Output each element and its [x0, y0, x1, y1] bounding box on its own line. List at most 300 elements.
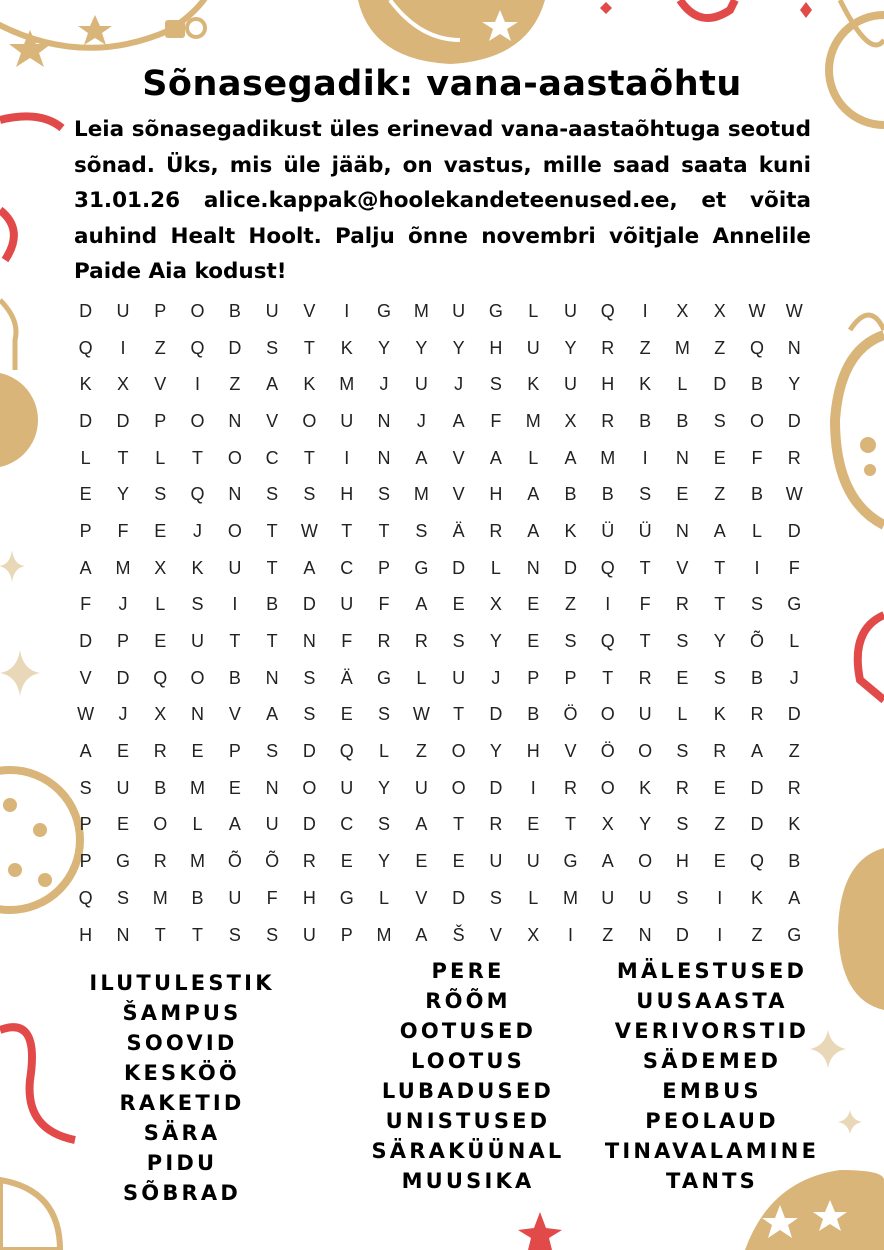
grid-letter: U	[638, 887, 652, 908]
grid-letter: U	[601, 887, 615, 908]
grid-letter: I	[530, 777, 536, 798]
grid-letter: J	[193, 520, 203, 541]
grid-letter: C	[340, 814, 354, 835]
grid-letter: U	[265, 814, 279, 835]
grid-letter: T	[192, 447, 204, 468]
grid-letter: I	[344, 300, 350, 321]
grid-letter: V	[564, 741, 577, 762]
grid-letter: A	[489, 447, 502, 468]
grid-letter: L	[528, 447, 539, 468]
grid-letter: P	[79, 851, 92, 872]
grid-letter: P	[564, 667, 577, 688]
grid-letter: L	[80, 447, 91, 468]
grid-letter: I	[605, 594, 611, 615]
grid-letter: G	[377, 300, 392, 321]
word-item: SÄRA	[143, 1121, 221, 1145]
grid-letter: V	[303, 300, 316, 321]
grid-letter: G	[563, 851, 578, 872]
grid-letter: E	[527, 631, 540, 652]
grid-letter: B	[676, 410, 689, 431]
grid-letter: A	[415, 814, 428, 835]
grid-letter: Y	[415, 337, 428, 358]
grid-letter: N	[675, 520, 689, 541]
grid-letter: E	[116, 814, 129, 835]
grid-letter: U	[191, 631, 205, 652]
grid-letter: X	[489, 594, 502, 615]
grid-letter: K	[303, 374, 316, 395]
grid-letter: S	[266, 924, 279, 945]
word-item: MÄLESTUSED	[616, 959, 808, 983]
grid-letter: F	[378, 594, 390, 615]
grid-letter: D	[750, 814, 764, 835]
grid-letter: A	[228, 814, 241, 835]
grid-letter: T	[378, 520, 390, 541]
grid-letter: U	[638, 704, 652, 725]
grid-letter: S	[713, 410, 726, 431]
word-item: OOTUSED	[399, 1019, 537, 1043]
grid-letter: R	[675, 777, 689, 798]
grid-letter: M	[600, 447, 616, 468]
grid-letter: N	[638, 924, 652, 945]
grid-letter: T	[303, 337, 315, 358]
grid-letter: O	[190, 300, 205, 321]
grid-letter: F	[117, 520, 129, 541]
grid-letter: I	[195, 374, 201, 395]
grid-letter: O	[190, 410, 205, 431]
grid-letter: O	[302, 410, 317, 431]
grid-letter: Z	[602, 924, 614, 945]
grid-letter: D	[452, 887, 466, 908]
grid-letter: H	[302, 887, 316, 908]
grid-letter: S	[378, 814, 391, 835]
grid-letter: N	[675, 447, 689, 468]
grid-letter: E	[228, 777, 241, 798]
grid-letter: Z	[154, 337, 166, 358]
grid-letter: N	[191, 704, 205, 725]
grid-letter: S	[415, 520, 428, 541]
grid-letter: Q	[749, 851, 764, 872]
grid-letter: J	[416, 410, 426, 431]
grid-letter: D	[787, 410, 801, 431]
grid-letter: E	[527, 594, 540, 615]
grid-letter: B	[154, 777, 167, 798]
grid-letter: V	[415, 887, 428, 908]
grid-letter: W	[77, 704, 95, 725]
grid-letter: S	[489, 887, 502, 908]
word-list-column-2	[348, 956, 588, 1196]
grid-letter: T	[266, 631, 278, 652]
grid-letter: A	[601, 851, 614, 872]
grid-letter: K	[713, 704, 726, 725]
grid-letter: H	[340, 484, 354, 505]
grid-letter: Y	[378, 851, 391, 872]
grid-letter: T	[453, 814, 465, 835]
grid-letter: I	[754, 557, 760, 578]
grid-letter: K	[750, 887, 763, 908]
word-item: KESKÖÖ	[124, 1061, 240, 1085]
grid-letter: P	[154, 300, 167, 321]
grid-letter: V	[489, 924, 502, 945]
grid-letter: O	[451, 777, 466, 798]
grid-letter: E	[191, 741, 204, 762]
grid-letter: H	[675, 851, 689, 872]
grid-letter: F	[751, 447, 763, 468]
grid-letter: M	[674, 337, 690, 358]
grid-letter: D	[79, 631, 93, 652]
grid-letter: F	[80, 594, 92, 615]
grid-letter: D	[489, 777, 503, 798]
grid-letter: O	[227, 447, 242, 468]
grid-letter: A	[415, 924, 428, 945]
grid-letter: W	[785, 300, 803, 321]
grid-letter: E	[527, 814, 540, 835]
grid-letter: A	[713, 520, 726, 541]
grid-letter: R	[638, 667, 652, 688]
grid-letter: Ä	[340, 667, 353, 688]
grid-letter: H	[526, 741, 540, 762]
grid-letter: R	[489, 520, 503, 541]
grid-letter: X	[154, 704, 167, 725]
grid-letter: M	[563, 887, 578, 908]
intro-paragraph: Leia sõnasegadikust üles erinevad vana-aastaõhtuga seotud sõnad. Üks, mis üle jääb, on vastus, mille saad saata kuni 31.01.26 alice.kappak@hoolekandeteenused.ee, et võita auhind Healt Hoolt. Palju õnne novembri võitjale Annelile Paide Aia kodust!	[74, 117, 811, 284]
grid-letter: B	[750, 374, 763, 395]
grid-letter: X	[154, 557, 167, 578]
word-item: RÕÕM	[425, 989, 511, 1013]
word-list-column-3	[592, 956, 832, 1196]
grid-letter: Y	[564, 337, 577, 358]
grid-letter: U	[564, 300, 577, 321]
grid-letter: A	[527, 520, 540, 541]
grid-letter: L	[416, 667, 427, 688]
grid-letter: L	[528, 887, 539, 908]
grid-letter: O	[190, 667, 205, 688]
grid-letter: D	[302, 594, 316, 615]
grid-letter: Y	[489, 741, 502, 762]
grid-letter: S	[303, 704, 316, 725]
grid-letter: G	[115, 851, 130, 872]
grid-letter: Q	[153, 667, 168, 688]
grid-letter: Z	[639, 337, 651, 358]
grid-letter: H	[601, 374, 615, 395]
grid-letter: D	[302, 814, 316, 835]
grid-letter: M	[190, 851, 206, 872]
grid-letter: P	[527, 667, 540, 688]
word-item: EMBUS	[662, 1079, 762, 1103]
grid-letter: T	[602, 667, 614, 688]
grid-letter: I	[120, 337, 126, 358]
grid-letter: V	[154, 374, 167, 395]
grid-letter: G	[787, 594, 802, 615]
grid-letter: Y	[713, 631, 726, 652]
grid-letter: A	[415, 594, 428, 615]
grid-letter: O	[749, 410, 764, 431]
word-item: PEOLAUD	[645, 1109, 779, 1133]
grid-letter: J	[491, 667, 501, 688]
grid-letter: U	[489, 851, 503, 872]
word-item: LUBADUSED	[381, 1079, 555, 1103]
grid-letter: R	[750, 704, 764, 725]
grid-letter: S	[378, 484, 391, 505]
grid-letter: K	[788, 814, 801, 835]
grid-letter: P	[116, 631, 129, 652]
grid-letter: T	[154, 924, 166, 945]
grid-letter: U	[526, 337, 540, 358]
grid-letter: G	[488, 300, 503, 321]
grid-letter: P	[228, 741, 241, 762]
word-item: TANTS	[666, 1169, 758, 1193]
grid-letter: I	[344, 447, 350, 468]
grid-letter: Y	[378, 337, 391, 358]
word-list-column-1	[62, 968, 302, 1208]
grid-letter: E	[676, 484, 689, 505]
grid-letter: X	[116, 374, 129, 395]
grid-letter: S	[303, 484, 316, 505]
grid-letter: S	[489, 374, 502, 395]
grid-letter: I	[717, 887, 723, 908]
grid-letter: R	[564, 777, 577, 798]
grid-letter: E	[713, 447, 726, 468]
grid-letter: B	[750, 484, 763, 505]
grid-letter: S	[676, 887, 689, 908]
grid-letter: A	[303, 557, 316, 578]
grid-letter: S	[676, 631, 689, 652]
grid-letter: E	[340, 851, 353, 872]
grid-letter: F	[341, 631, 353, 652]
grid-letter: D	[489, 704, 503, 725]
word-item: PERE	[431, 959, 505, 983]
grid-letter: Z	[714, 484, 726, 505]
grid-letter: V	[266, 410, 279, 431]
grid-letter: U	[302, 924, 316, 945]
grid-letter: D	[564, 557, 577, 578]
grid-letter: J	[789, 667, 799, 688]
grid-letter: O	[153, 814, 168, 835]
grid-letter: K	[639, 777, 652, 798]
grid-letter: U	[228, 887, 242, 908]
grid-letter: B	[191, 887, 204, 908]
grid-letter: K	[340, 337, 353, 358]
grid-letter: T	[714, 594, 726, 615]
grid-letter: O	[638, 851, 653, 872]
grid-letter: B	[527, 704, 540, 725]
grid-letter: Õ	[227, 851, 242, 872]
grid-letter: U	[526, 851, 540, 872]
grid-letter: Z	[788, 741, 800, 762]
grid-letter: R	[713, 741, 727, 762]
grid-letter: R	[377, 631, 391, 652]
grid-letter: H	[489, 484, 503, 505]
grid-letter: R	[787, 447, 801, 468]
grid-letter: O	[600, 777, 615, 798]
grid-letter: W	[412, 704, 430, 725]
grid-letter: R	[302, 851, 316, 872]
grid-letter: R	[601, 410, 615, 431]
grid-letter: S	[154, 484, 167, 505]
grid-letter: T	[117, 447, 129, 468]
grid-letter: L	[751, 520, 762, 541]
grid-letter: T	[266, 520, 278, 541]
grid-letter: S	[228, 924, 241, 945]
grid-letter: A	[788, 887, 801, 908]
grid-letter: U	[340, 410, 354, 431]
grid-letter: Q	[600, 631, 615, 652]
grid-letter: V	[79, 667, 92, 688]
grid-letter: E	[676, 667, 689, 688]
grid-letter: S	[750, 594, 763, 615]
grid-letter: U	[340, 777, 354, 798]
grid-letter: S	[266, 484, 279, 505]
grid-letter: D	[116, 667, 130, 688]
grid-letter: T	[192, 924, 204, 945]
grid-letter: S	[116, 887, 129, 908]
grid-letter: T	[565, 814, 576, 835]
grid-letter: G	[414, 557, 429, 578]
grid-letter: D	[787, 704, 801, 725]
word-item: SÄRAKÜÜNAL	[371, 1139, 565, 1163]
grid-letter: T	[229, 631, 241, 652]
grid-letter: E	[452, 594, 465, 615]
grid-letter: U	[116, 777, 130, 798]
grid-letter: D	[713, 374, 727, 395]
grid-letter: L	[192, 814, 203, 835]
grid-letter: B	[564, 484, 577, 505]
word-item: SÄDEMED	[642, 1049, 782, 1073]
grid-letter: X	[527, 924, 540, 945]
grid-letter: Q	[190, 484, 205, 505]
grid-letter: B	[228, 667, 241, 688]
grid-letter: F	[490, 410, 502, 431]
grid-letter: Q	[600, 300, 615, 321]
grid-letter: M	[190, 777, 206, 798]
grid-letter: B	[266, 594, 279, 615]
grid-letter: D	[228, 337, 242, 358]
grid-letter: L	[677, 374, 688, 395]
grid-letter: Q	[600, 557, 615, 578]
grid-letter: Z	[751, 924, 763, 945]
grid-letter: B	[750, 667, 763, 688]
grid-letter: Z	[229, 374, 241, 395]
grid-letter: M	[525, 410, 541, 431]
word-item: TINAVALAMINE	[604, 1139, 820, 1163]
grid-letter: P	[378, 557, 391, 578]
grid-letter: A	[79, 557, 92, 578]
grid-letter: J	[118, 594, 128, 615]
grid-letter: F	[639, 594, 651, 615]
grid-letter: Y	[788, 374, 801, 395]
grid-letter: W	[748, 300, 766, 321]
grid-letter: T	[714, 557, 726, 578]
grid-letter: H	[489, 337, 503, 358]
grid-letter: O	[638, 741, 653, 762]
grid-letter: R	[153, 851, 167, 872]
grid-letter: P	[340, 924, 353, 945]
grid-letter: H	[79, 924, 93, 945]
grid-letter: D	[79, 300, 93, 321]
grid-letter: O	[302, 777, 317, 798]
grid-letter: M	[413, 300, 429, 321]
grid-letter: I	[232, 594, 238, 615]
grid-letter: I	[642, 300, 648, 321]
grid-letter: Y	[116, 484, 129, 505]
grid-letter: W	[300, 520, 318, 541]
word-item: VERIVORSTID	[614, 1019, 810, 1043]
grid-letter: X	[676, 300, 689, 321]
grid-letter: R	[153, 741, 167, 762]
grid-letter: N	[116, 924, 130, 945]
grid-letter: Y	[452, 337, 465, 358]
word-item: MUUSIKA	[401, 1169, 535, 1193]
grid-letter: L	[677, 704, 688, 725]
grid-letter: N	[265, 777, 279, 798]
grid-letter: G	[787, 924, 802, 945]
grid-letter: Q	[339, 741, 354, 762]
grid-letter: E	[116, 741, 129, 762]
grid-letter: T	[303, 447, 315, 468]
grid-letter: Y	[489, 631, 502, 652]
grid-letter: E	[79, 484, 92, 505]
grid-letter: A	[564, 447, 577, 468]
grid-letter: C	[265, 447, 279, 468]
grid-letter: T	[266, 557, 278, 578]
grid-letter: E	[713, 777, 726, 798]
grid-letter: S	[676, 814, 689, 835]
grid-letter: J	[118, 704, 128, 725]
grid-letter: Y	[378, 777, 391, 798]
grid-letter: Q	[749, 337, 764, 358]
grid-letter: R	[489, 814, 503, 835]
grid-letter: Z	[714, 814, 726, 835]
grid-letter: U	[414, 777, 428, 798]
grid-letter: Z	[565, 594, 576, 615]
grid-letter: V	[452, 447, 465, 468]
grid-letter: I	[568, 924, 574, 945]
grid-letter: G	[377, 667, 392, 688]
grid-letter: E	[154, 520, 167, 541]
grid-letter: S	[452, 631, 465, 652]
grid-letter: A	[527, 484, 540, 505]
grid-letter: V	[228, 704, 241, 725]
grid-letter: J	[454, 374, 464, 395]
grid-letter: I	[642, 447, 648, 468]
grid-letter: L	[155, 594, 166, 615]
grid-letter: E	[154, 631, 167, 652]
grid-letter: R	[675, 594, 689, 615]
grid-letter: I	[717, 924, 723, 945]
grid-letter: S	[191, 594, 204, 615]
grid-letter: T	[341, 520, 353, 541]
grid-letter: U	[564, 374, 577, 395]
grid-letter: T	[453, 704, 465, 725]
grid-letter: U	[452, 300, 466, 321]
grid-letter: L	[490, 557, 501, 578]
grid-letter: Y	[639, 814, 652, 835]
grid-letter: N	[787, 337, 801, 358]
grid-letter: S	[564, 631, 577, 652]
grid-letter: L	[379, 887, 390, 908]
grid-letter: S	[266, 741, 279, 762]
grid-letter: A	[266, 704, 279, 725]
word-item: SÕBRAD	[122, 1181, 242, 1205]
grid-letter: G	[339, 887, 354, 908]
grid-letter: F	[266, 887, 278, 908]
grid-letter: M	[376, 924, 392, 945]
word-item: UNISTUSED	[385, 1109, 551, 1133]
grid-letter: N	[265, 667, 279, 688]
grid-letter: M	[115, 557, 131, 578]
grid-letter: S	[266, 337, 279, 358]
grid-letter: N	[377, 447, 391, 468]
grid-letter: U	[116, 300, 130, 321]
